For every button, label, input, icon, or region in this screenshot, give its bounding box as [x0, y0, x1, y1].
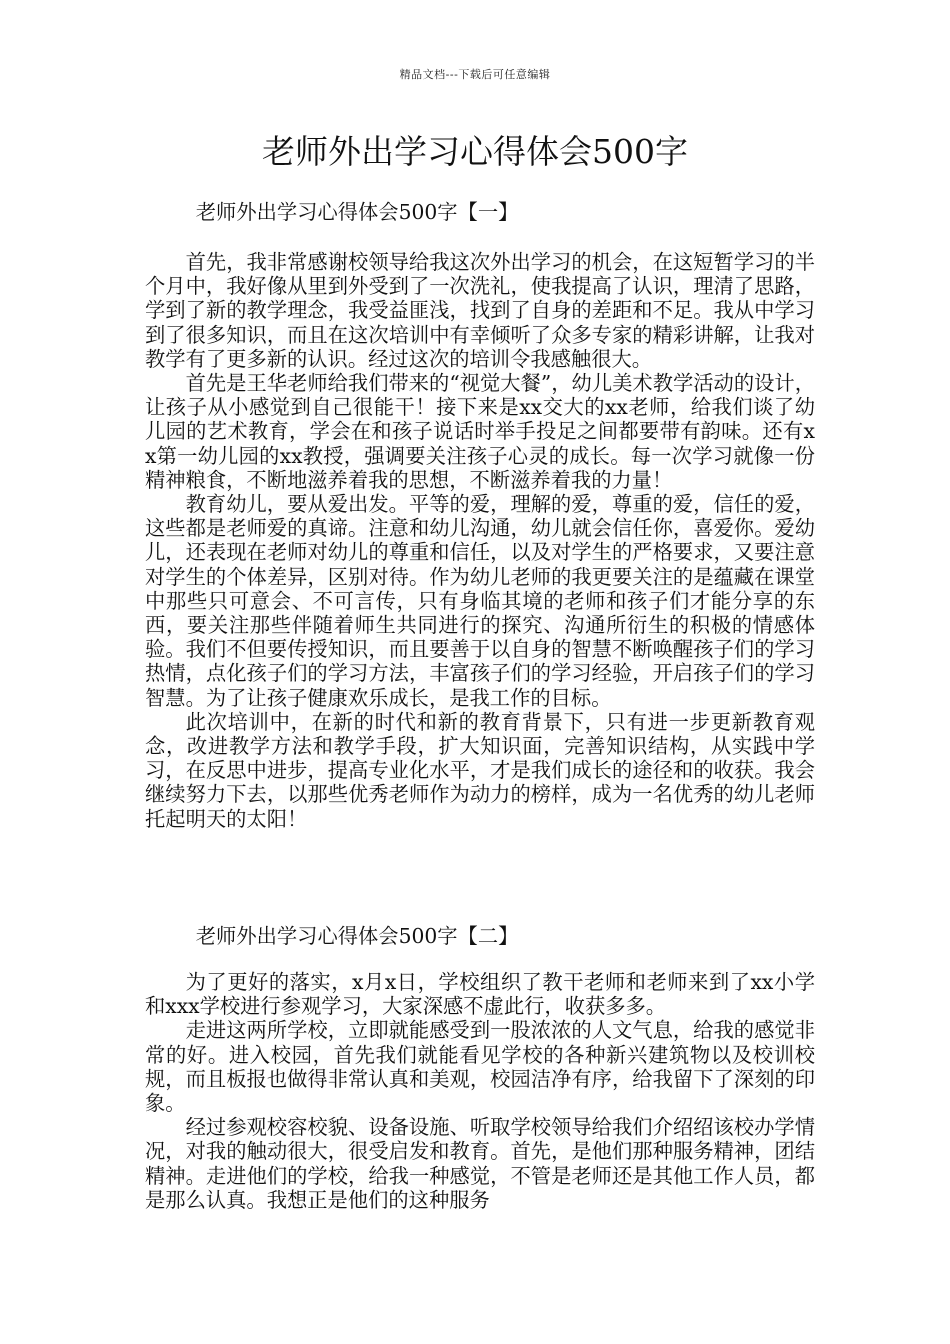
paragraph: 首先是王华老师给我们带来的“视觉大餐”，幼儿美术教学活动的设计，让孩子从小感觉到自己很能干！接下来是xx交大的xx老师，给我们谈了幼儿园的艺术教育，学会在和孩子说话时举手投足之间都要带有韵味。还有xx第一幼儿园的xx教授，强调要关注孩子心灵的成长。每一次学习就像一份精神粮食，不断地滋养着我的思想，不断滋养着我的力量！	[145, 371, 815, 492]
section-body-2	[145, 970, 815, 1212]
page-title: 老师外出学习心得体会500字	[262, 132, 688, 171]
section-body-1	[145, 250, 815, 831]
section-heading-2: 老师外出学习心得体会500字【二】	[195, 924, 519, 948]
paragraph: 教育幼儿，要从爱出发。平等的爱，理解的爱，尊重的爱，信任的爱，这些都是老师爱的真谛。注意和幼儿沟通，幼儿就会信任你，喜爱你。爱幼儿，还表现在老师对幼儿的尊重和信任，以及对学生的严格要求，又要注意对学生的个体差异，区别对待。作为幼儿老师的我更要关注的是蕴藏在课堂中那些只可意会、不可言传，只有身临其境的老师和孩子们才能分享的东西，要关注那些伴随着师生共同进行的探究、沟通所衍生的积极的情感体验。我们不但要传授知识，而且要善于以自身的智慧不断唤醒孩子们的学习热情，点化孩子们的学习方法，丰富孩子们的学习经验，开启孩子们的学习智慧。为了让孩子健康欢乐成长，是我工作的目标。	[145, 492, 815, 710]
paragraph: 走进这两所学校，立即就能感受到一股浓浓的人文气息，给我的感觉非常的好。进入校园，首先我们就能看见学校的各种新兴建筑物以及校训校规，而且板报也做得非常认真和美观，校园洁净有序，给我留下了深刻的印象。	[145, 1018, 815, 1116]
paragraph: 首先，我非常感谢校领导给我这次外出学习的机会，在这短暂学习的半个月中，我好像从里到外受到了一次洗礼，使我提高了认识，理清了思路，学到了新的教学理念，我受益匪浅，找到了自身的差距和不足。我从中学习到了很多知识，而且在这次培训中有幸倾听了众多专家的精彩讲解，让我对教学有了更多新的认识。经过这次的培训令我感触很大。	[145, 250, 815, 371]
header-note: 精品文档---下载后可任意编辑	[399, 68, 551, 81]
paragraph: 此次培训中，在新的时代和新的教育背景下，只有进一步更新教育观念，改进教学方法和教学手段，扩大知识面，完善知识结构，从实践中学习，在反思中进步，提高专业化水平，才是我们成长的途径和的收获。我会继续努力下去，以那些优秀老师作为动力的榜样，成为一名优秀的幼儿老师托起明天的太阳！	[145, 709, 815, 831]
paragraph: 经过参观校容校貌、设备设施、听取学校领导给我们介绍绍该校办学情况，对我的触动很大，很受启发和教育。首先，是他们那种服务精神，团结精神。走进他们的学校，给我一种感觉，不管是老师还是其他工作人员，都是那么认真。我想正是他们的这种服务	[145, 1115, 815, 1212]
paragraph: 为了更好的落实，x月x日，学校组织了教干老师和老师来到了xx小学和xxx学校进行参观学习，大家深感不虚此行，收获多多。	[145, 970, 815, 1019]
section-heading-1: 老师外出学习心得体会500字【一】	[195, 200, 519, 224]
